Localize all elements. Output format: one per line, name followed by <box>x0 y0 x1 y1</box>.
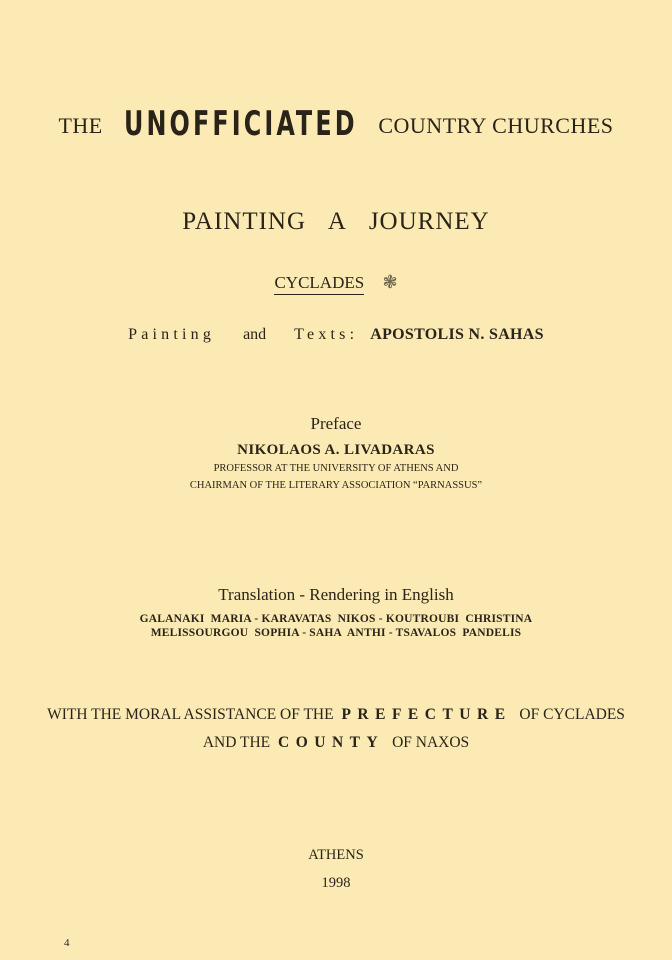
assistance-2-post: OF NAXOS <box>392 734 470 751</box>
preface-heading: Preface <box>310 414 362 433</box>
assistance-county: COUNTY <box>278 734 385 751</box>
preface-author-title-1: PROFESSOR AT THE UNIVERSITY OF ATHENS AND <box>213 463 459 474</box>
imprint-year: 1998 <box>321 875 351 891</box>
assistance-1-post: OF CYCLADES <box>519 706 625 723</box>
assistance-2-pre: AND THE <box>202 734 271 751</box>
translators-line-2: MELISSOURGOU SOPHIA - SAHA ANTHI - TSAVALOS PANDELIS <box>150 627 522 639</box>
translation-heading: Translation - Rendering in English <box>218 585 454 604</box>
imprint-city: ATHENS <box>308 847 364 863</box>
region-name: CYCLADES <box>274 273 364 295</box>
book-title <box>0 104 672 144</box>
region-line <box>0 272 672 293</box>
preface-author: NIKOLAOS A. LIVADARAS <box>237 442 435 458</box>
authors-label-texts: Texts: <box>294 326 359 343</box>
authors-label-and: and <box>243 326 267 343</box>
authors-label-painting: Painting <box>128 326 216 343</box>
author-name: APOSTOLIS N. SAHAS <box>370 326 544 343</box>
preface-author-title-2: CHAIRMAN OF THE LITERARY ASSOCIATION “PARNASSUS” <box>189 480 483 491</box>
assistance-prefecture: PREFECTURE <box>341 706 512 723</box>
title-emphasis: UNOFFICIATED <box>123 104 358 144</box>
authors-line <box>0 326 672 344</box>
title-prefix: THE <box>58 113 103 138</box>
page-number: 4 <box>64 937 70 949</box>
book-subtitle: PAINTING A JOURNEY <box>182 208 490 235</box>
translators-line-1: GALANAKI MARIA - KARAVATAS NIKOS - KOUTROUBI CHRISTINA <box>139 613 533 625</box>
assistance-line-2 <box>0 734 672 752</box>
title-suffix: COUNTRY CHURCHES <box>378 113 614 138</box>
assistance-1-pre: WITH THE MORAL ASSISTANCE OF THE <box>47 706 334 723</box>
flower-ornament-icon: ❃ <box>382 272 398 292</box>
assistance-line-1 <box>0 706 672 724</box>
